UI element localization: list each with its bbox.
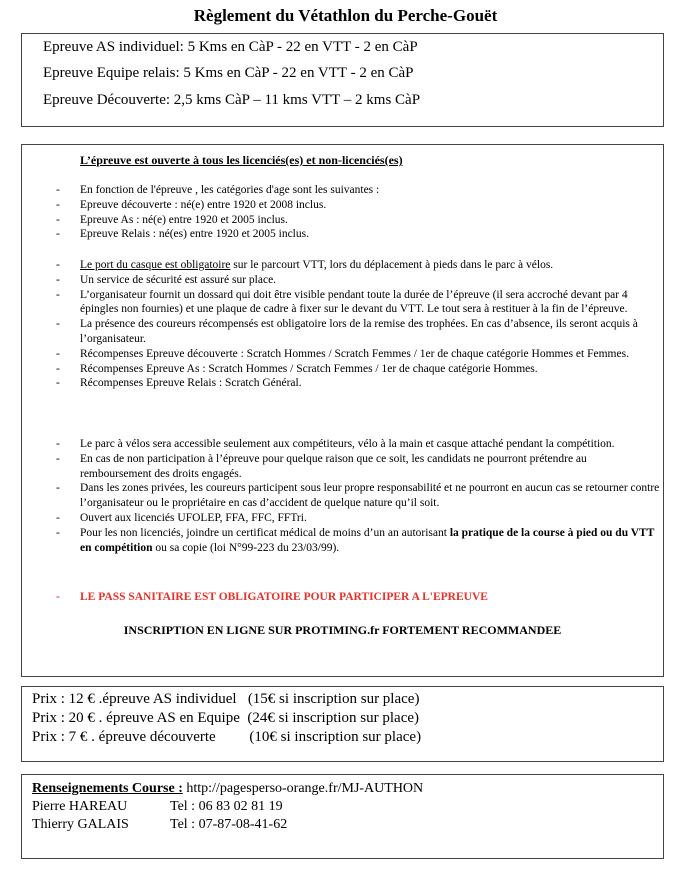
list-item-medical: - Pour les non licenciés, joindre un certificat médical de moins d’un an autorisant la pratique de la course à pied ou du VTT en compétition ou sa copie (loi N°99-223 du 23/03/99). (56, 526, 655, 554)
renseignements-line (32, 781, 423, 797)
list-item: - Récompenses Epreuve As : Scratch Hommes / Scratch Femmes / 1er de chaque catégorie Hommes. (56, 362, 538, 375)
list-item: - Epreuve As : né(e) entre 1920 et 2005 inclus. (56, 213, 288, 226)
contact-name: Thierry GALAIS (32, 817, 129, 832)
renseignements-box (21, 774, 664, 859)
epreuve-decouverte: Epreuve Découverte: 2,5 kms CàP – 11 kms VTT – 2 kms CàP (43, 92, 421, 108)
prices-box (21, 686, 664, 762)
contact-row (32, 799, 283, 815)
renseignements-label: Renseignements Course : (32, 781, 183, 796)
price-as-equipe: Prix : 20 € . épreuve AS en Equipe (24€ si inscription sur place) (32, 710, 420, 726)
inscription-notice: INSCRIPTION EN LIGNE SUR PROTIMING.fr FORTEMENT RECOMMANDEE (123, 623, 562, 637)
list-item: - En cas de non participation à l’épreuve pour quelque raison que ce soit, les candidats ne pourront prétendre au remboursement des droits engagés. (56, 452, 587, 480)
rules-box (21, 144, 664, 677)
age-categories-list (40, 183, 660, 242)
epreuve-equipe-relais: Epreuve Equipe relais: 5 Kms en CàP - 22 en VTT - 2 en CàP (43, 65, 414, 81)
list-item: - Dans les zones privées, les coureurs participent sous leur propre responsabilité et ne pourront en aucun cas se retourner contre l’organisateur ou le propriétaire en cas d’accident de quelque nature qu’il soit. (56, 482, 660, 510)
contact-phone: Tel : 06 83 02 81 19 (170, 799, 283, 814)
list-item: - Récompenses Epreuve découverte : Scratch Hommes / Scratch Femmes / 1er de chaque catégorie Hommes et Femmes. (56, 347, 629, 360)
list-item: - Le parc à vélos sera accessible seulement aux compétiteurs, vélo à la main et casque attaché pendant la compétition. (56, 438, 615, 450)
contact-row (32, 817, 288, 833)
list-item: - Ouvert aux licenciés UFOLEP, FFA, FFC, FFTri. (56, 511, 307, 524)
list-item: - L’organisateur fournit un dossard qui doit être visible pendant toute la durée de l’épreuve (il sera accroché devant par 4 épingles non fournies) et une plaque de cadre à fixer sur le devant du VTT. Le tout sera à restituer à la fin de l’épreuve. (56, 288, 628, 316)
list-item: - Epreuve découverte : né(e) entre 1920 et 2008 inclus. (56, 198, 327, 211)
list-item: - Epreuve Relais : né(es) entre 1920 et 2005 inclus. (56, 228, 309, 241)
contact-phone: Tel : 07-87-08-41-62 (170, 817, 288, 832)
pass-sanitaire-list (40, 590, 660, 605)
epreuve-as-individuel: Epreuve AS individuel: 5 Kms en CàP - 22 en VTT - 2 en CàP (43, 39, 418, 55)
contact-name: Pierre HAREAU (32, 799, 128, 814)
price-decouverte: Prix : 7 € . épreuve découverte (10€ si inscription sur place) (32, 729, 422, 745)
pass-sanitaire-notice: - LE PASS SANITAIRE EST OBLIGATOIRE POUR PARTICIPER A L'EPREUVE (56, 591, 488, 603)
general-rules-list (40, 437, 660, 555)
epreuves-box (21, 33, 664, 127)
rules-intro: L’épreuve est ouverte à tous les licenciés(es) et non-licenciés(es) (80, 153, 403, 167)
list-item-helmet: - Le port du casque est obligatoire sur le parcourt VTT, lors du déplacement à pieds dans le parc à vélos. (56, 259, 554, 271)
safety-rules-list (40, 258, 660, 391)
price-as-individuel: Prix : 12 € .épreuve AS individuel (15€ si inscription sur place) (32, 691, 420, 707)
renseignements-url[interactable]: http://pagesperso-orange.fr/MJ-AUTHON (182, 781, 424, 796)
list-item: - Un service de sécurité est assuré sur place. (56, 273, 277, 286)
list-item: - La présence des coureurs récompensés est obligatoire lors de la remise des trophées. En cas d’absence, ils seront acquis à l’organisateur. (56, 318, 638, 345)
list-item: - En fonction de l'épreuve , les catégories d'age sont les suivantes : (56, 184, 380, 196)
list-item: - Récompenses Epreuve Relais : Scratch Général. (56, 377, 302, 390)
document-title: Règlement du Vétathlon du Perche-Gouët (193, 6, 498, 25)
